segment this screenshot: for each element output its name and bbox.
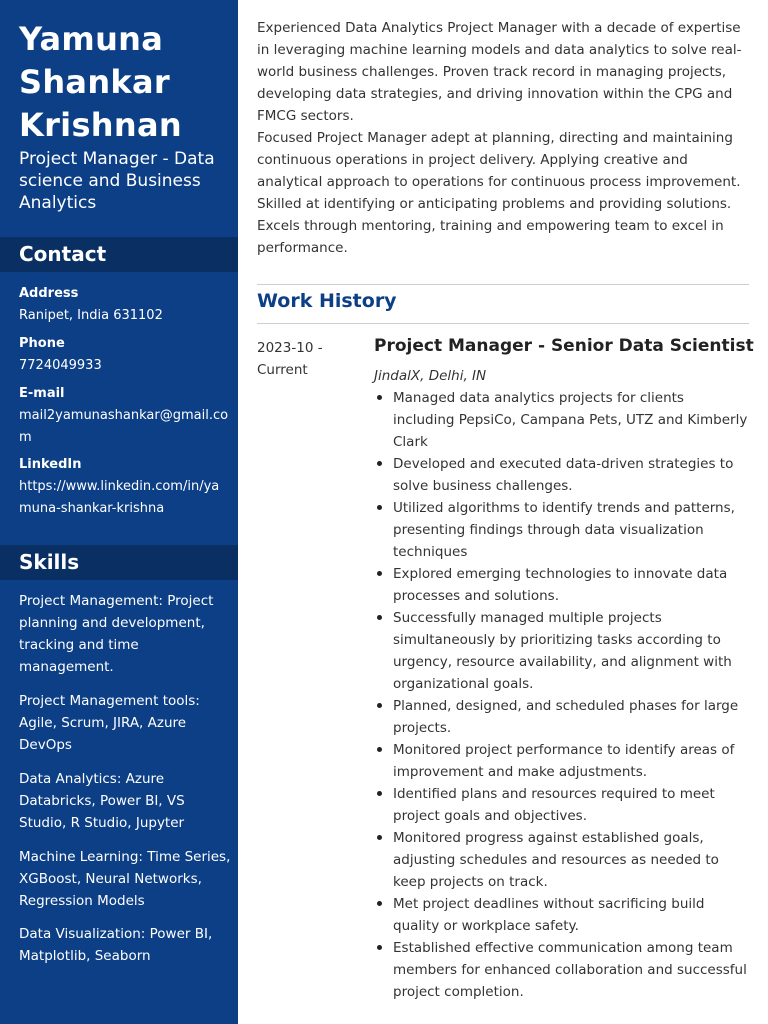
skills-heading: Skills <box>0 545 238 580</box>
responsibility-item: Utilized algorithms to identify trends and patterns, presenting findings through data visualization techniques <box>374 497 749 563</box>
professional-summary <box>257 17 749 259</box>
responsibility-item: Managed data analytics projects for clients including PepsiCo, Campana Pets, UTZ and Kimberly Clark <box>374 387 749 453</box>
linkedin-label: LinkedIn <box>19 457 82 472</box>
contact-linkedin <box>19 454 231 520</box>
email-label: E-mail <box>19 386 65 401</box>
section-divider <box>257 284 749 285</box>
contact-email <box>19 383 231 449</box>
summary-paragraph: Experienced Data Analytics Project Manager with a decade of expertise in leveraging machine learning models and data analytics to solve real-world business challenges. Proven track record in managing projects, developing data strategies, and driving innovation within the CPG and FMCG sectors. <box>257 20 742 124</box>
responsibility-item: Monitored progress against established goals, adjusting schedules and resources as needed to keep projects on track. <box>374 827 749 893</box>
responsibility-item: Monitored project performance to identify areas of improvement and make adjustments. <box>374 739 749 783</box>
job-dates: 2023-10 - Current <box>257 340 323 378</box>
responsibility-item: Explored emerging technologies to innovate data processes and solutions. <box>374 563 749 607</box>
summary-paragraph: Focused Project Manager adept at planning, directing and maintaining continuous operations in project delivery. Applying creative and analytical approach to operations for continuous process improvement. Skilled at identifying or anticipating problems and providing solutions. Excels through mentoring, training and empowering team to excel in performance. <box>257 130 741 256</box>
email-value[interactable]: mail2yamunashankar@gmail.com <box>19 408 229 445</box>
responsibility-item: Established effective communication among team members for enhanced collaboration and successful project completion. <box>374 937 749 1003</box>
linkedin-link[interactable]: https://www.linkedin.com/in/yamuna-shankar-krishna <box>19 479 220 516</box>
candidate-role: Project Manager - Data science and Business Analytics <box>19 149 215 213</box>
skill-item: Data Analytics: Azure Databricks, Power BI, VS Studio, R Studio, Jupyter <box>19 771 185 831</box>
contact-address <box>19 283 231 327</box>
skill-item: Data Visualization: Power BI, Matplotlib, Seaborn <box>19 926 213 964</box>
contact-phone <box>19 333 231 377</box>
responsibility-item: Met project deadlines without sacrificing build quality or workplace safety. <box>374 893 749 937</box>
job-title: Project Manager - Senior Data Scientist <box>374 336 754 356</box>
address-label: Address <box>19 286 79 301</box>
job-responsibilities <box>374 387 749 1003</box>
responsibility-item: Successfully managed multiple projects simultaneously by prioritizing tasks according to urgency, resource availability, and alignment with organizational goals. <box>374 607 749 695</box>
address-value: Ranipet, India 631102 <box>19 308 163 323</box>
work-history-heading: Work History <box>257 290 397 312</box>
candidate-name: Yamuna Shankar Krishnan <box>19 20 182 144</box>
skill-item: Project Management: Project planning and development, tracking and time management. <box>19 593 214 675</box>
responsibility-item: Developed and executed data-driven strategies to solve business challenges. <box>374 453 749 497</box>
skill-item: Project Management tools: Agile, Scrum, JIRA, Azure DevOps <box>19 693 200 753</box>
phone-label: Phone <box>19 336 65 351</box>
phone-value: 7724049933 <box>19 358 102 373</box>
responsibility-item: Planned, designed, and scheduled phases for large projects. <box>374 695 749 739</box>
section-divider <box>257 323 749 324</box>
responsibility-item: Identified plans and resources required to meet project goals and objectives. <box>374 783 749 827</box>
job-company: JindalX, Delhi, IN <box>374 368 487 384</box>
skill-item: Machine Learning: Time Series, XGBoost, Neural Networks, Regression Models <box>19 849 231 909</box>
sidebar <box>0 0 238 1024</box>
contact-heading: Contact <box>0 237 238 272</box>
